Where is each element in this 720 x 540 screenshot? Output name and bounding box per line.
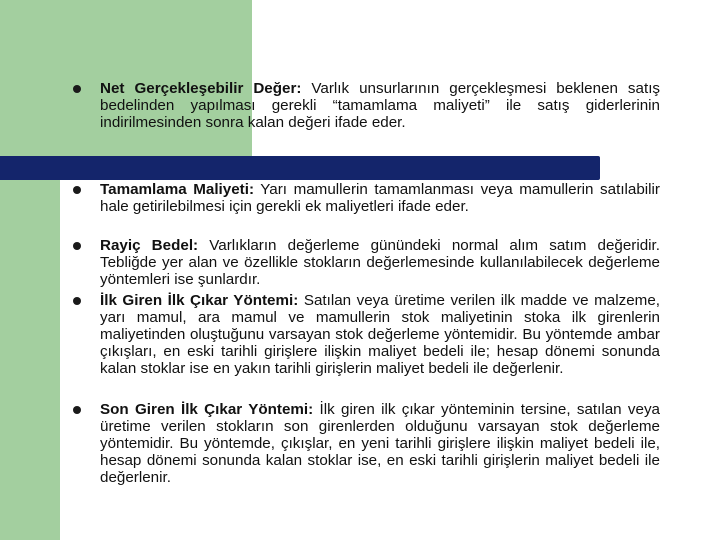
item-term: Rayiç Bedel: <box>100 237 199 254</box>
bullet-dot-icon <box>73 297 81 305</box>
item-term: Tamamlama Maliyeti: <box>100 181 254 198</box>
item-text: Varlık unsurlarının gerçekleşmesi beklenen satış bedelinden yapılması gerekli “tamamlama maliyeti” ile satış giderlerinin indirilmesinden sonra kalan değeri ifade eder. <box>100 80 661 131</box>
bullet-item-ilk-giren-ilk-cikar <box>100 292 660 377</box>
bullet-dot-icon <box>73 406 81 414</box>
bullet-item-tamamlama-maliyeti <box>100 181 660 215</box>
divider-bar <box>0 156 600 180</box>
item-term: Son Giren İlk Çıkar Yöntemi: <box>100 401 314 418</box>
bullet-dot-icon <box>73 186 81 194</box>
bullet-dot-icon <box>73 85 81 93</box>
bullet-dot-icon <box>73 242 81 250</box>
item-text: Satılan veya üretime verilen ilk madde ve malzeme, yarı mamul, ara mamul ve mamullerin stok maliyetinin stoka ilk girenlerin maliyetinden oluştuğunu varsayan stok değerleme yöntemidir. Bu yöntemde ambar çıkışları, en eski tarihli girişlere ilişkin maliyet bedeli ile; hesap dönemi sonunda kalan stoklar ise en yakın tarihli girişlerin maliyet bedeli ile değerlenir. <box>100 292 660 377</box>
item-text: Yarı mamullerin tamamlanması veya mamullerin satılabilir hale getirilebilmesi için gerekli ek maliyetleri ifade eder. <box>100 181 660 215</box>
bullet-item-net-gerceklesebilir-deger <box>100 80 660 131</box>
item-term: Net Gerçekleşebilir Değer: <box>100 80 302 97</box>
green-side-strip <box>0 162 60 540</box>
bullet-item-son-giren-ilk-cikar <box>100 401 660 486</box>
item-text: Varlıkların değerleme günündeki normal alım satım değeridir. Tebliğde yer alan ve özellikle stokların değerlemesinde kullanılabilecek değerleme yöntemleri ise şunlardır. <box>100 237 660 288</box>
item-text: İlk giren ilk çıkar yönteminin tersine, satılan veya üretime verilen stokların son girenlerden olduğunu varsayan stok değerleme yöntemidir. Bu yöntemde, çıkışlar, en yeni tarihli girişlere ilişkin maliyet bedeli ile, hesap dönemi sonunda kalan stoklar ise, en eski tarihli girişlerin maliyet bedeli ile değerlenir. <box>100 401 660 486</box>
item-term: İlk Giren İlk Çıkar Yöntemi: <box>100 292 299 309</box>
bullet-item-rayic-bedel <box>100 237 660 288</box>
